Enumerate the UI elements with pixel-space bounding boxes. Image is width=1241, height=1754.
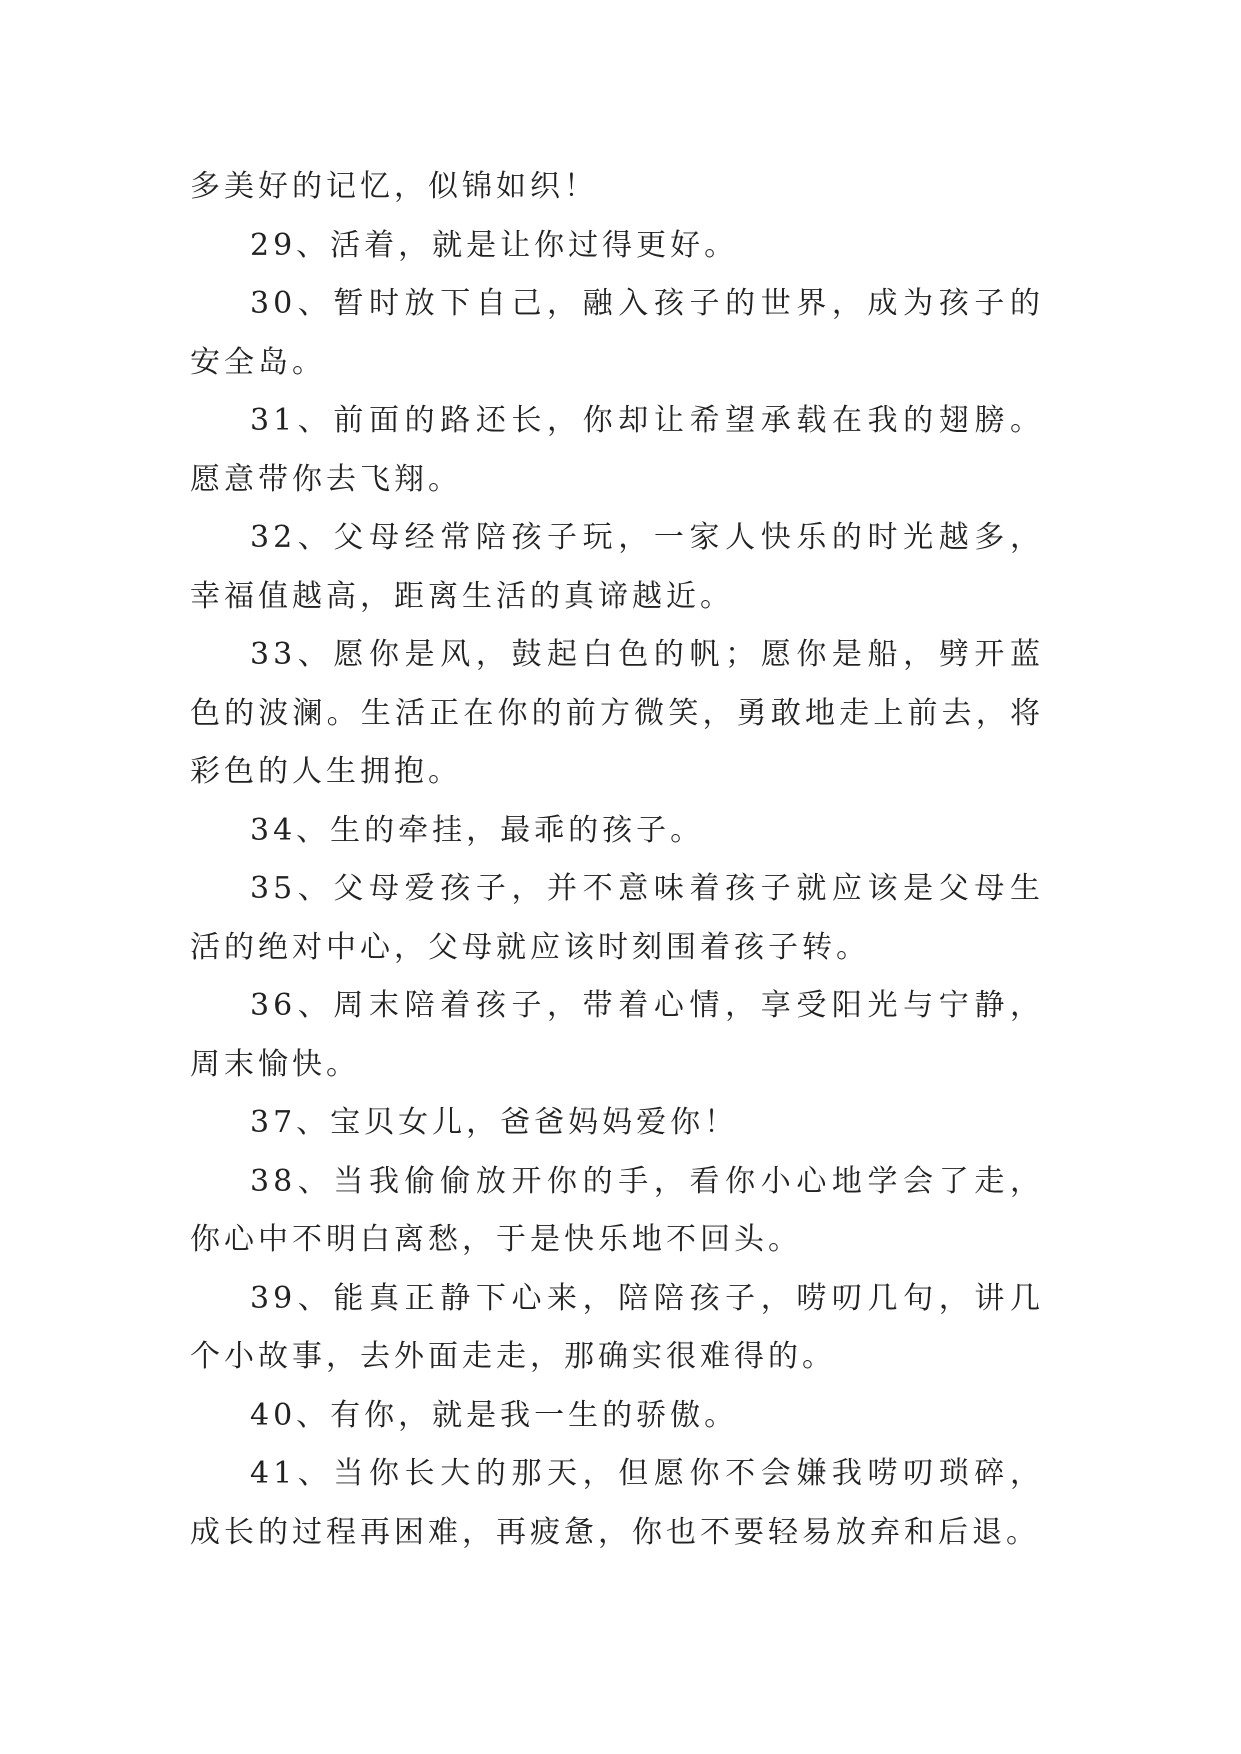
- paragraph-40: 40、有你，就是我一生的骄傲。: [250, 1397, 739, 1433]
- paragraph-35: 35、父母爱孩子，并不意味着孩子就应该是父母生活的绝对中心，父母就应该时刻围着孩子转。: [190, 871, 1044, 965]
- paragraph-36: 36、周末陪着孩子，带着心情，享受阳光与宁静，周末愉快。: [190, 988, 1044, 1082]
- paragraph-32: 32、父母经常陪孩子玩，一家人快乐的时光越多，幸福值越高，距离生活的真谛越近。: [190, 520, 1044, 614]
- paragraph-41: 41、当你长大的那天，但愿你不会嫌我唠叨琐碎，成长的过程再困难，再疲惫，你也不要轻易放弃和后退。: [190, 1456, 1044, 1550]
- paragraph-39: 39、能真正静下心来，陪陪孩子，唠叨几句，讲几个小故事，去外面走走，那确实很难得的。: [190, 1280, 1044, 1374]
- paragraph-31: 31、前面的路还长，你却让希望承载在我的翅膀。愿意带你去飞翔。: [190, 403, 1044, 497]
- paragraph-34: 34、生的牵挂，最乖的孩子。: [250, 812, 705, 848]
- paragraph-continuation: 多美好的记忆，似锦如织！: [190, 169, 598, 204]
- document-body: [190, 158, 1044, 1562]
- paragraph-29: 29、活着，就是让你过得更好。: [250, 227, 739, 263]
- paragraph-33: 33、愿你是风，鼓起白色的帆；愿你是船，劈开蓝色的波澜。生活正在你的前方微笑，勇敢地走上前去，将彩色的人生拥抱。: [190, 637, 1044, 789]
- paragraph-38: 38、当我偷偷放开你的手，看你小心地学会了走，你心中不明白离愁，于是快乐地不回头。: [190, 1163, 1044, 1257]
- paragraph-30: 30、暂时放下自己，融入孩子的世界，成为孩子的安全岛。: [190, 286, 1044, 380]
- paragraph-37: 37、宝贝女儿，爸爸妈妈爱你！: [250, 1105, 739, 1140]
